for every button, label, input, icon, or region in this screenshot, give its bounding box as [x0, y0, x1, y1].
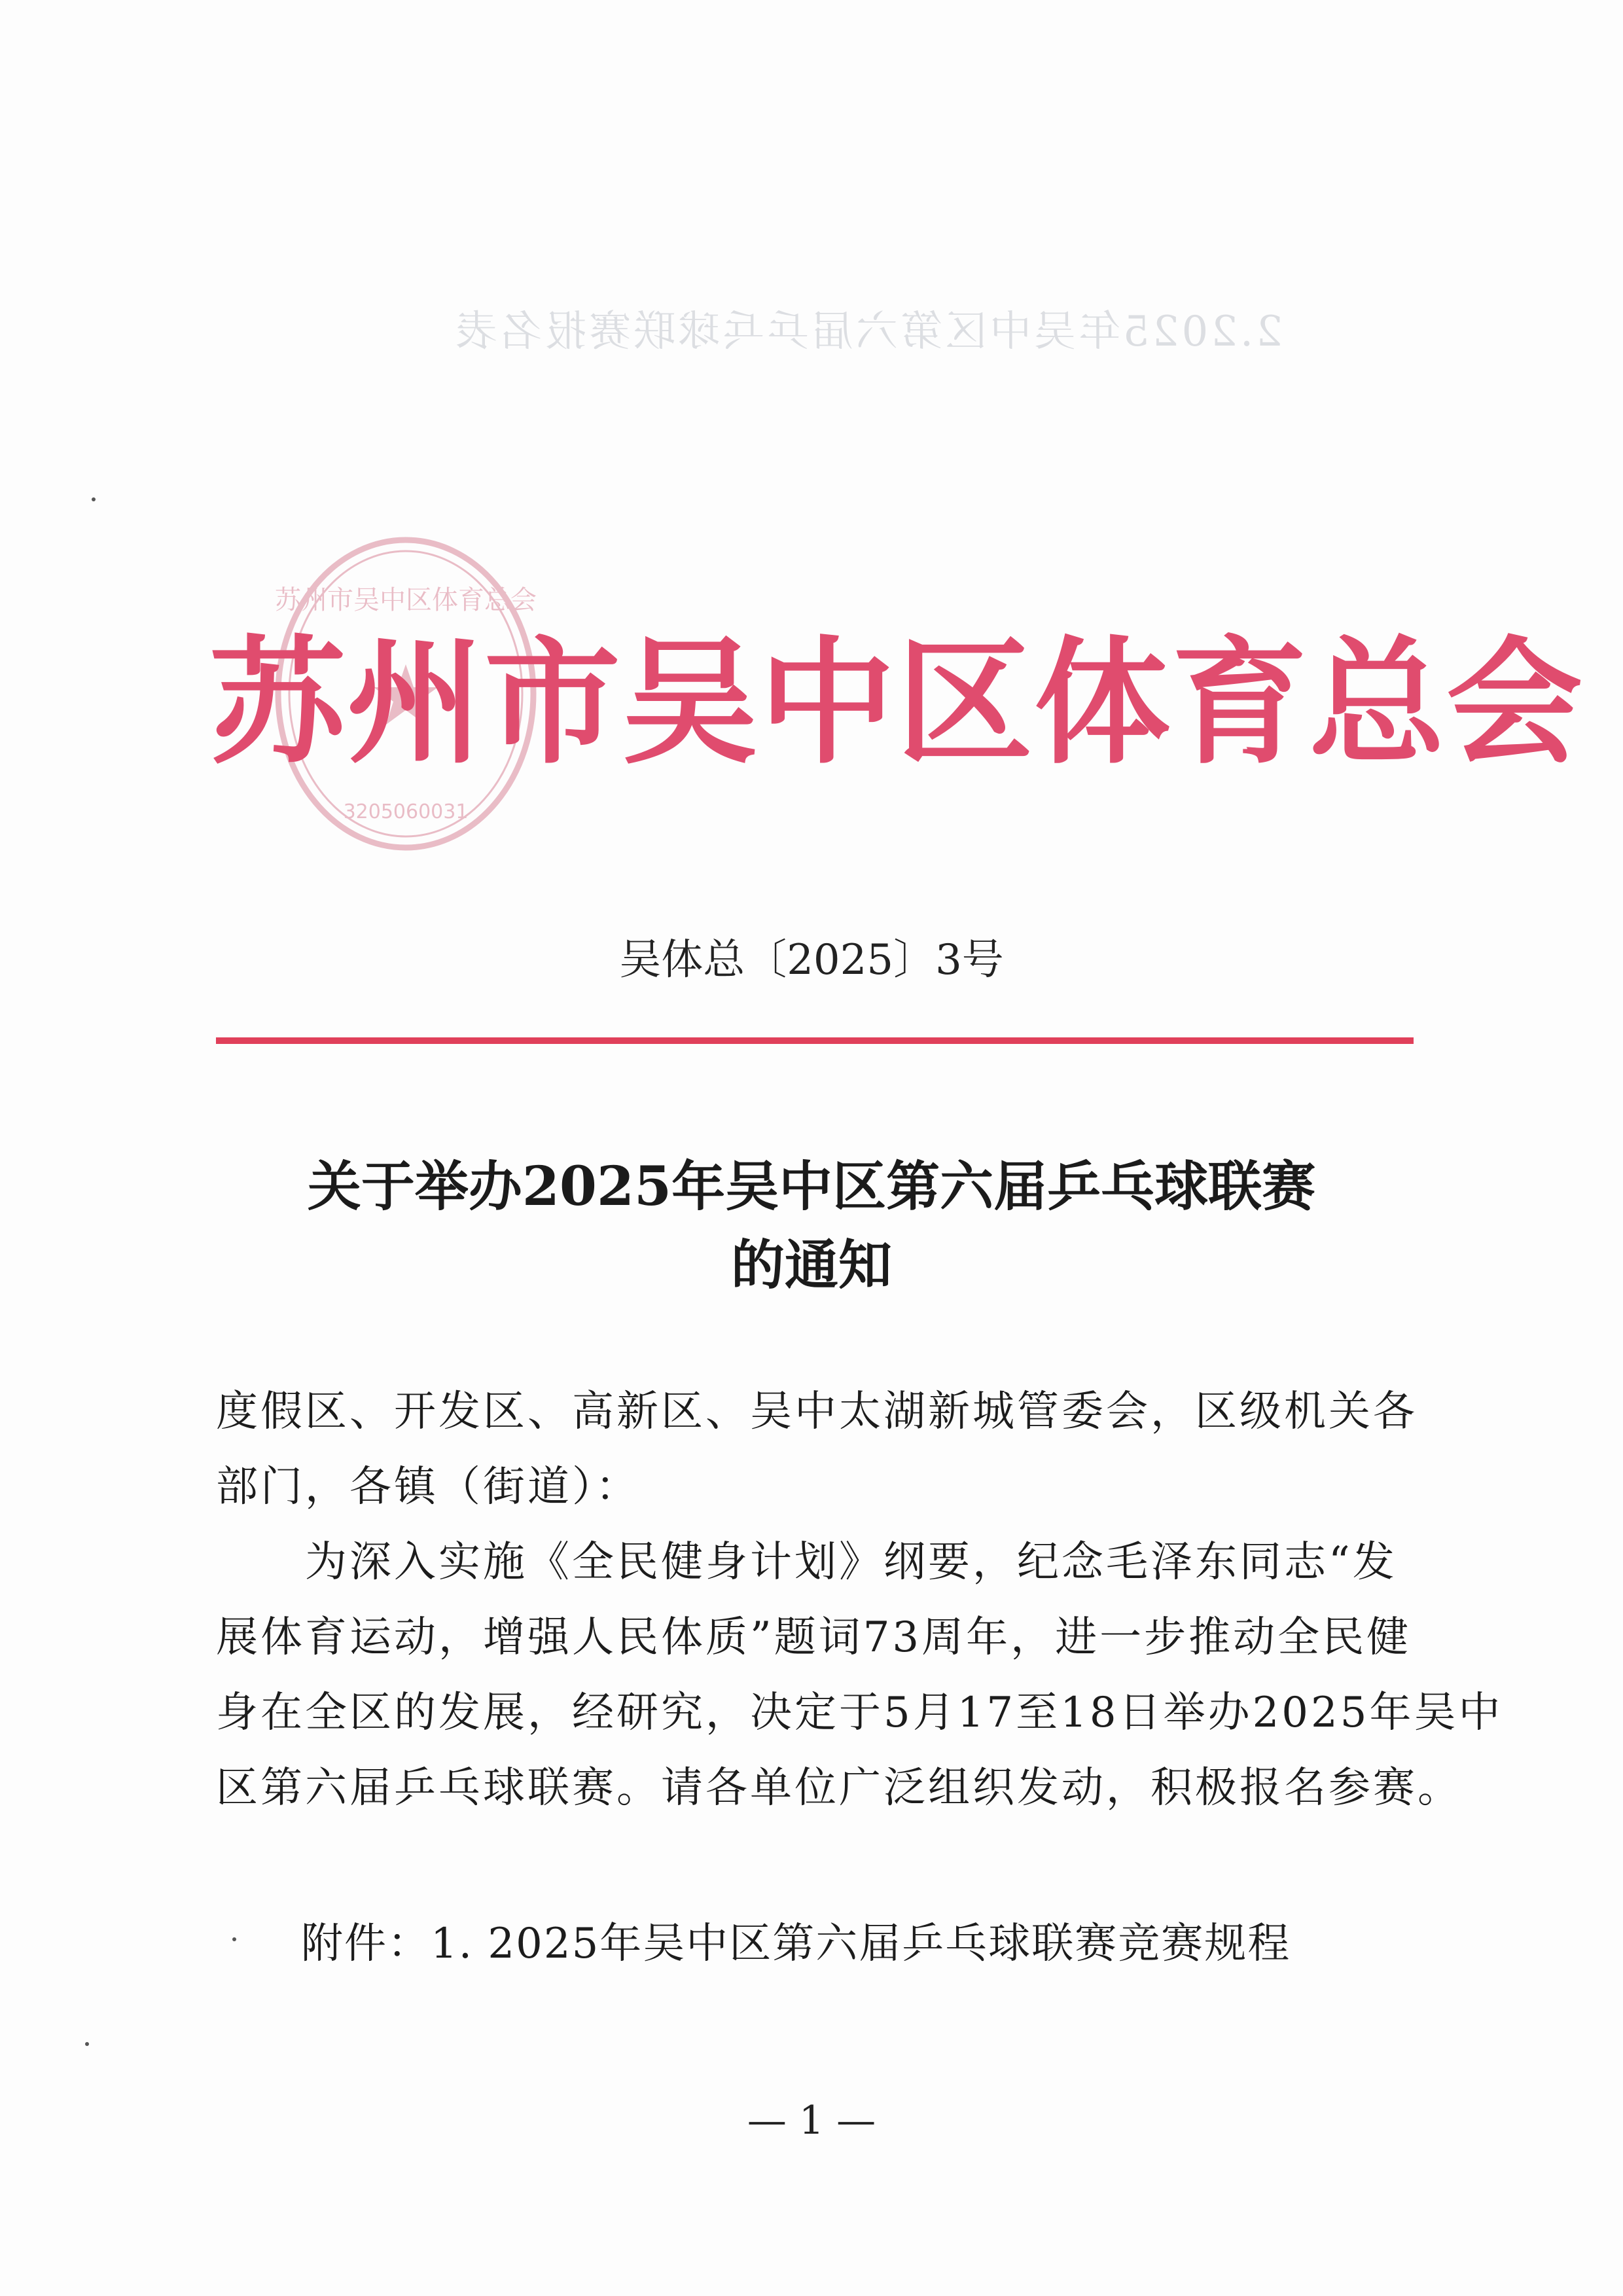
recipients-line-2: 部门，各镇（街道）： [216, 1463, 640, 1511]
scan-speck [92, 497, 96, 501]
bleed-through-text: 2.2025年吴中区第六届乒乓球联赛报名表 [453, 308, 1283, 356]
scan-speck [85, 2042, 89, 2046]
recipients-line-1: 度假区、开发区、高新区、吴中太湖新城管委会，区级机关各 [216, 1388, 1418, 1436]
notice-title-line-1: 关于举办2025年吴中区第六届乒乓球联赛 [307, 1155, 1316, 1218]
notice-title-line-2: 的通知 [730, 1234, 892, 1297]
scan-speck [232, 1937, 236, 1941]
organization-name: 苏州市吴中区体育总会 [209, 623, 1584, 783]
attachment-label: 附件： [301, 1920, 431, 1968]
page-number: — 1 — [747, 2098, 876, 2144]
attachment-line [301, 1910, 1414, 1970]
body-line-2: 展体育运动，增强人民体质”题词73周年，进一步推动全民健 [216, 1613, 1412, 1662]
document-number: 吴体总〔2025〕3号 [619, 936, 1004, 984]
attachment-item-1: 1. 2025年吴中区第六届乒乓球联赛竞赛规程 [431, 1920, 1291, 1968]
body-line-4: 区第六届乒乓球联赛。请各单位广泛组织发动，积极报名参赛。 [216, 1764, 1462, 1812]
svg-text:苏州市吴中区体育总会: 苏州市吴中区体育总会 [275, 585, 537, 615]
body-line-3: 身在全区的发展，经研究，决定于5月17至18日举办2025年吴中 [216, 1689, 1503, 1737]
svg-text:3205060031: 3205060031 [343, 800, 469, 823]
red-divider [216, 1037, 1414, 1044]
body-line-1: 为深入实施《全民健身计划》纲要，纪念毛泽东同志“发 [216, 1538, 1397, 1587]
